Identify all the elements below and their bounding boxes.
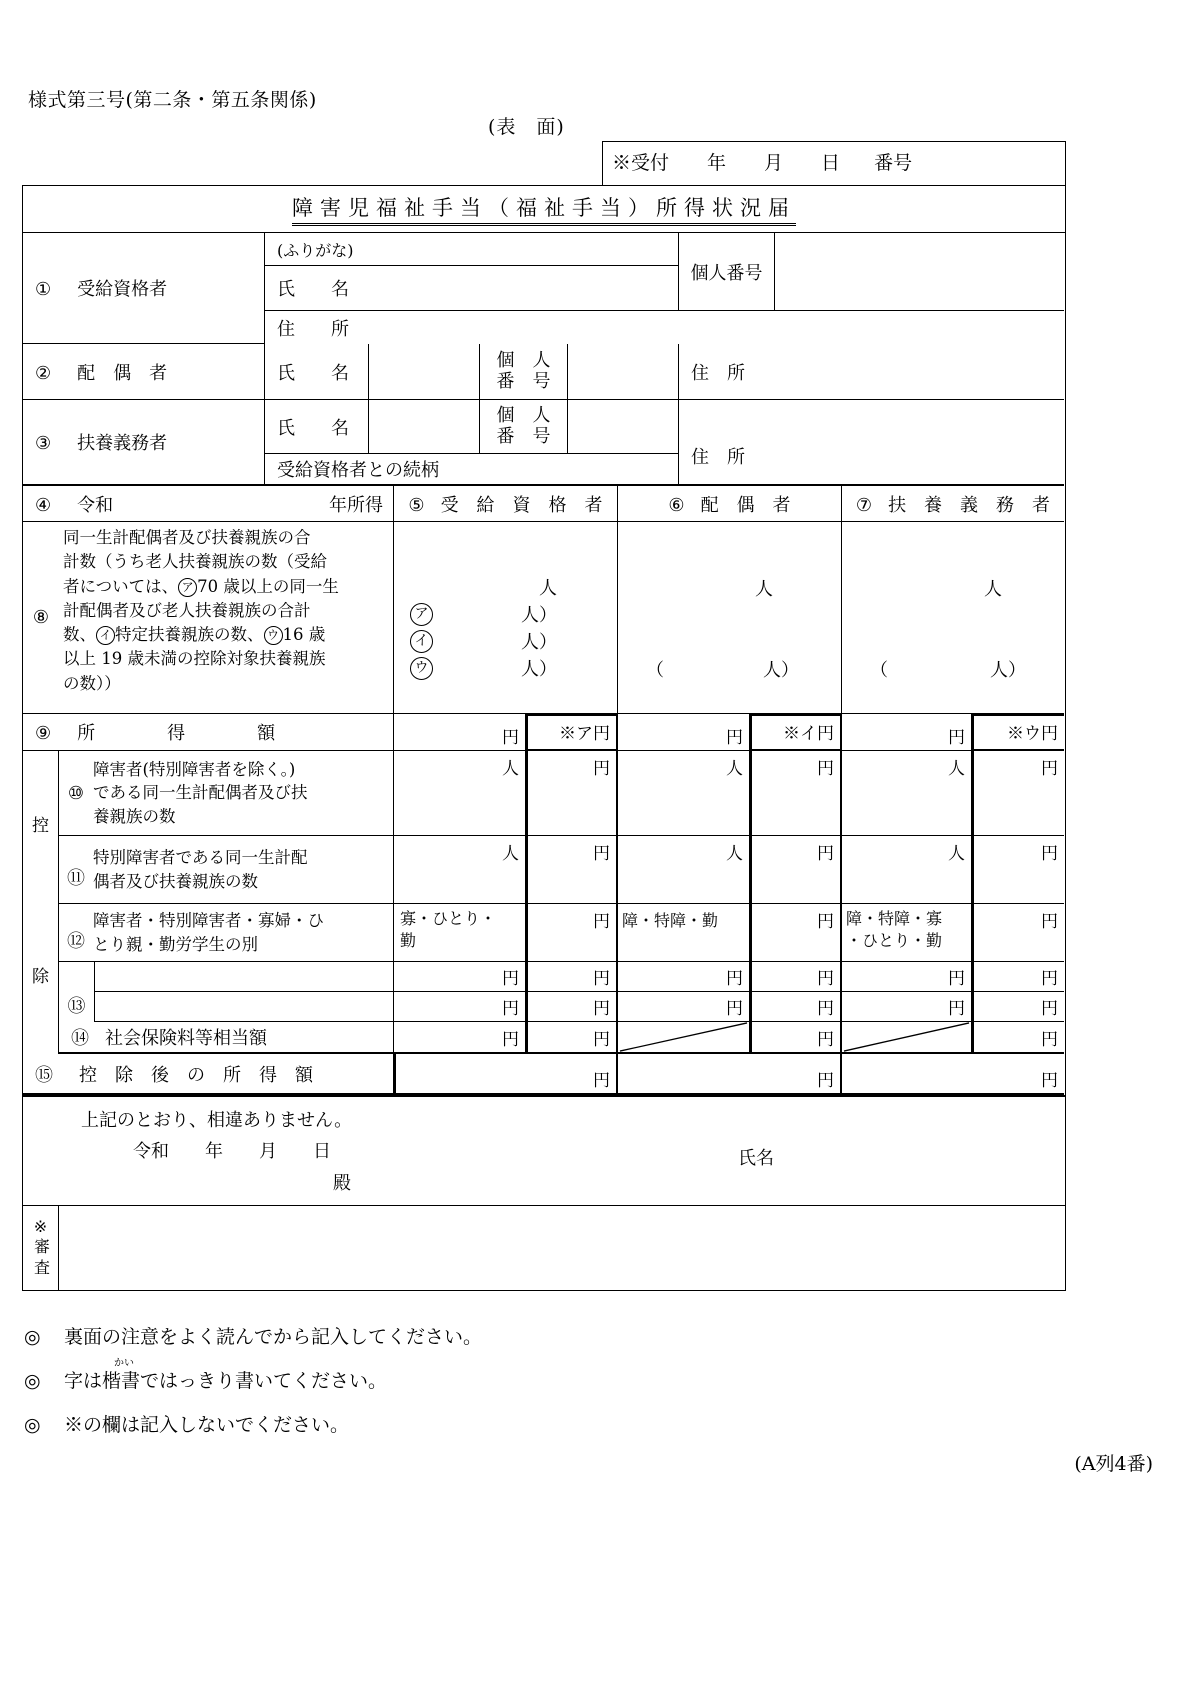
deduction-block xyxy=(23,751,1065,1054)
section1-mynumber-value-cell[interactable] xyxy=(775,233,1064,311)
row14 xyxy=(59,1022,1065,1054)
review-block xyxy=(23,1206,1065,1290)
row12-col5-l2: 勤 xyxy=(400,930,417,950)
row10-col6-amount[interactable] xyxy=(750,751,842,836)
row10-desc xyxy=(93,758,393,827)
note-item xyxy=(24,1322,482,1349)
page-title: 障害児福祉手当（福祉手当）所得状況届 xyxy=(292,192,796,226)
row12-col7-value[interactable] xyxy=(842,904,972,962)
section1-label: 受給資格者 xyxy=(77,279,168,300)
receipt-fields xyxy=(612,148,912,175)
yen-unit: 円 xyxy=(948,969,965,989)
section9-label: 所 得 額 xyxy=(77,723,276,744)
yen-unit: 円 xyxy=(1041,969,1058,989)
yen-unit: 円 xyxy=(502,999,519,1019)
row13b-col7-amount[interactable] xyxy=(972,992,1064,1022)
row11-l2: 偶者及び扶養親族の数 xyxy=(93,871,258,891)
section2-label: 配 偶 者 xyxy=(77,362,168,384)
col6-no: ⑥ xyxy=(668,494,685,516)
row11-desc xyxy=(93,846,393,892)
section9-col7-income[interactable] xyxy=(842,714,972,751)
section1-name-cell[interactable] xyxy=(265,266,679,311)
deduction-label-top: 控 xyxy=(32,815,49,836)
row12-col6-value[interactable] xyxy=(618,904,750,962)
note-text: 字は楷書ではっきり書いてください。 xyxy=(64,1370,388,1392)
row14-col5-left[interactable] xyxy=(394,1022,526,1054)
section15-col5-amount[interactable] xyxy=(394,1054,618,1095)
row11-col6-amount[interactable] xyxy=(750,836,842,904)
section1-name-label: 氏 名 xyxy=(277,279,349,300)
row10-col7-count[interactable] xyxy=(842,751,972,836)
section3-address-label: 住 所 xyxy=(691,447,745,468)
row12-col5-amount[interactable] xyxy=(526,904,618,962)
section9-col6-mark-i[interactable] xyxy=(750,714,842,751)
row11-l1: 特別障害者である同一生計配 xyxy=(93,848,308,868)
person-unit: 人 xyxy=(502,759,519,779)
section2-label-cell xyxy=(23,344,265,400)
person-unit: 人 xyxy=(726,759,743,779)
form-number: 様式第三号(第二条・第五条関係) xyxy=(28,89,317,111)
review-mark: ※ xyxy=(33,1217,48,1237)
s8-line2: 計数（うち老人扶養親族の数（受給 xyxy=(63,552,327,572)
row12-desc-cell xyxy=(59,904,394,962)
section3-relation-cell[interactable] xyxy=(265,454,679,486)
yen-unit: 円 xyxy=(1041,844,1058,864)
yen-unit: 円 xyxy=(817,999,834,1019)
section3-mynumber-label-2: 番 号 xyxy=(496,425,551,447)
yen-unit: 円 xyxy=(593,759,610,779)
yen-unit: 円 xyxy=(593,912,610,932)
row12-col5-value[interactable] xyxy=(394,904,526,962)
row12-l1: 障害者・特別障害者・寡婦・ひ xyxy=(93,911,324,931)
section3-mynumber-value-cell[interactable] xyxy=(568,400,679,454)
review-chars: 審査 xyxy=(31,1237,51,1280)
row13-no-cell xyxy=(59,962,95,1022)
row10-col7-amount[interactable] xyxy=(972,751,1064,836)
row13-no: ⑬ xyxy=(67,996,86,1017)
s8-col6-paren-close: 人） xyxy=(763,660,799,681)
row11-col7-count[interactable] xyxy=(842,836,972,904)
section3-label-cell xyxy=(23,400,265,486)
section8-no: ⑧ xyxy=(32,607,50,628)
s8-col5-mark-a: ア xyxy=(410,603,433,626)
declaration-block xyxy=(23,1095,1065,1206)
note-text: ※の欄は記入しないでください。 xyxy=(64,1414,350,1436)
mark-i-yen: ※イ円 xyxy=(783,724,834,744)
section9-row xyxy=(23,714,1065,751)
section9-col7-mark-u[interactable] xyxy=(972,714,1064,751)
s8-line3a: 者については、 xyxy=(63,576,179,596)
receipt-year: 年 xyxy=(707,152,727,174)
section3-relation-label: 受給資格者との続柄 xyxy=(277,460,439,481)
note-text: 裏面の注意をよく読んでから記入してください。 xyxy=(64,1326,483,1348)
section9-col5-income[interactable] xyxy=(394,714,526,751)
yen-unit: 円 xyxy=(1041,912,1058,932)
yen-unit: 円 xyxy=(817,844,834,864)
section15-col6-amount[interactable] xyxy=(618,1054,842,1095)
section3-name-value-cell[interactable] xyxy=(369,400,480,454)
yen-unit: 円 xyxy=(948,999,965,1019)
note-item xyxy=(24,1358,482,1393)
row10-desc-cell xyxy=(59,751,394,836)
section9-col6-income[interactable] xyxy=(618,714,750,751)
section1-furigana-cell[interactable] xyxy=(265,233,679,266)
s8-col6-paren-open: （ xyxy=(646,660,664,681)
row13a-desc-cell[interactable] xyxy=(95,962,394,992)
row13a-col5-amount[interactable] xyxy=(526,962,618,992)
section4-no: ④ xyxy=(35,494,52,516)
row10-col5-amount[interactable] xyxy=(526,751,618,836)
col5-no: ⑤ xyxy=(408,494,425,516)
row12-col7-amount[interactable] xyxy=(972,904,1064,962)
section1-no: ① xyxy=(35,279,52,300)
row10-l3: 養親族の数 xyxy=(93,806,176,826)
row12-l2: とり親・勤労学生の別 xyxy=(93,934,258,954)
receipt-day: 日 xyxy=(821,152,841,174)
yen-unit: 円 xyxy=(593,969,610,989)
row13b-col7-left[interactable] xyxy=(842,992,972,1022)
s8-col5-mark-i: イ xyxy=(410,630,433,653)
section15-row xyxy=(23,1054,1065,1095)
s8-col5-mark-u: ウ xyxy=(410,657,433,680)
section8-col7-cell[interactable] xyxy=(842,522,1064,714)
yen-unit: 円 xyxy=(817,1030,834,1050)
yen-unit: 円 xyxy=(817,912,834,932)
row14-col7-left-struck xyxy=(842,1022,972,1054)
section15-col7-amount[interactable] xyxy=(842,1054,1064,1095)
s8-line1: 同一生計配偶者及び扶養親族の合 xyxy=(63,528,311,547)
receipt-number: 番号 xyxy=(874,152,913,174)
col6-header xyxy=(618,486,842,522)
s8-line5b: 特定扶養親族の数、 xyxy=(115,625,264,644)
person-unit: 人 xyxy=(948,759,965,779)
section4-year-income: 年所得 xyxy=(329,494,383,516)
section9-label-cell xyxy=(23,714,394,751)
person-unit: 人 xyxy=(948,844,965,864)
mark-a-yen: ※ア円 xyxy=(559,724,610,744)
yen-unit: 円 xyxy=(817,1071,834,1091)
yen-unit: 円 xyxy=(502,1030,519,1050)
section15-no: ⑮ xyxy=(35,1064,53,1086)
row12-col7-l1: 障・特障・寡 xyxy=(846,909,943,928)
section2-name-value-cell[interactable] xyxy=(369,344,480,400)
section3-label: 扶養義務者 xyxy=(77,433,168,454)
row13-line1 xyxy=(95,962,1065,992)
row12-no: ⑫ xyxy=(67,930,85,952)
col5-header xyxy=(394,486,618,522)
yen-unit: 円 xyxy=(1041,999,1058,1019)
deduction-label-cell xyxy=(23,751,59,1054)
review-body[interactable] xyxy=(59,1206,1065,1290)
section1-row xyxy=(23,233,1065,344)
section3-mynumber-label-1: 個 人 xyxy=(496,404,551,426)
strikethrough-diagonal-icon xyxy=(842,1022,971,1052)
row14-col6-amount[interactable] xyxy=(750,1022,842,1054)
section8-col6-cell[interactable] xyxy=(618,522,842,714)
row14-col5-amount[interactable] xyxy=(526,1022,618,1054)
section3-address-cell[interactable] xyxy=(679,400,1064,486)
row10 xyxy=(59,751,1065,836)
row10-col5-count[interactable] xyxy=(394,751,526,836)
yen-unit: 円 xyxy=(502,969,519,989)
furigana-label: (ふりがな) xyxy=(277,240,354,260)
yen-unit: 円 xyxy=(1041,1030,1058,1050)
s8-line3b: 70 歳以上の同一生 xyxy=(197,576,339,596)
section2-name-label-cell xyxy=(265,344,369,400)
yen-unit: 円 xyxy=(726,969,743,989)
form-title-row xyxy=(23,186,1065,233)
mark-a-icon: ア xyxy=(178,578,197,597)
section4-label-cell xyxy=(23,486,394,522)
yen-unit: 円 xyxy=(948,728,965,748)
section3-row xyxy=(23,400,1065,486)
row13b-col6-left[interactable] xyxy=(618,992,750,1022)
section2-mynumber-value-cell[interactable] xyxy=(568,344,679,400)
section2-name-label: 氏 名 xyxy=(277,362,349,384)
section1-mynumber-label-cell xyxy=(679,233,775,311)
row13a-col7-amount[interactable] xyxy=(972,962,1064,992)
section3-mynumber-label-cell xyxy=(480,400,568,454)
yen-unit: 円 xyxy=(817,759,834,779)
s8-col5-unit-u: 人） xyxy=(521,659,557,680)
review-label-cell xyxy=(23,1206,59,1290)
row13 xyxy=(59,962,1065,1022)
declaration-dono: 殿 xyxy=(333,1173,351,1194)
row14-label: 社会保険料等相当額 xyxy=(105,1028,267,1049)
section1-address-cell[interactable] xyxy=(265,311,1064,344)
yen-unit: 円 xyxy=(817,969,834,989)
row13a-col6-left[interactable] xyxy=(618,962,750,992)
mark-u-yen: ※ウ円 xyxy=(1007,724,1058,744)
section2-mynumber-label-2: 番 号 xyxy=(496,370,551,392)
col6-label: 配 偶 者 xyxy=(700,494,791,516)
row12-desc xyxy=(93,909,393,955)
row11 xyxy=(59,836,1065,904)
row13b-col5-left[interactable] xyxy=(394,992,526,1022)
section8-col5-cell[interactable] xyxy=(394,522,618,714)
section4-header-row xyxy=(23,486,1065,522)
yen-unit: 円 xyxy=(726,999,743,1019)
s8-line5c: 16 歳 xyxy=(282,625,326,644)
row11-col5-count[interactable] xyxy=(394,836,526,904)
s8-col5-unit-i: 人） xyxy=(521,632,557,653)
note-ruby: かい xyxy=(114,1358,134,1369)
s8-col7-paren-close: 人） xyxy=(990,660,1026,681)
row11-col6-count[interactable] xyxy=(618,836,750,904)
section15-label-cell xyxy=(23,1054,394,1095)
s8-col6-unit-total: 人 xyxy=(755,579,773,600)
row14-col7-amount[interactable] xyxy=(972,1022,1064,1054)
main-form-table xyxy=(22,185,1066,1291)
section2-no: ② xyxy=(35,362,52,384)
row12-col7-text xyxy=(846,908,942,951)
bullet-icon: ◎ xyxy=(24,1326,41,1348)
row13b-col6-amount[interactable] xyxy=(750,992,842,1022)
receipt-month: 月 xyxy=(764,152,784,174)
s8-col5-unit-total: 人 xyxy=(539,578,557,599)
person-unit: 人 xyxy=(502,844,519,864)
yen-unit: 円 xyxy=(593,1071,610,1091)
section9-col5-mark-a[interactable] xyxy=(526,714,618,751)
s8-line5a: 数、 xyxy=(63,625,96,644)
bullet-icon: ◎ xyxy=(24,1370,41,1392)
mark-u-icon: ウ xyxy=(264,626,283,645)
col7-header xyxy=(842,486,1064,522)
bullet-icon: ◎ xyxy=(24,1414,41,1436)
section1-mynumber-label: 個人番号 xyxy=(690,262,763,284)
section2-mynumber-label-1: 個 人 xyxy=(496,349,551,371)
row11-desc-cell xyxy=(59,836,394,904)
section3-no: ③ xyxy=(35,433,52,454)
section9-no: ⑨ xyxy=(35,723,52,744)
row12-col7-l2: ・ひとり・勤 xyxy=(846,930,943,950)
notes-list xyxy=(24,1322,482,1454)
side-label: (表 面) xyxy=(488,116,565,138)
row11-col7-amount[interactable] xyxy=(972,836,1064,904)
yen-unit: 円 xyxy=(593,999,610,1019)
row13a-col5-left[interactable] xyxy=(394,962,526,992)
yen-unit: 円 xyxy=(502,728,519,748)
section3-name-label: 氏 名 xyxy=(277,417,349,439)
s8-col7-unit-total: 人 xyxy=(984,579,1002,600)
declaration-line1: 上記のとおり、相違ありません。 xyxy=(81,1110,353,1131)
s8-line4: 計配偶者及び老人扶養親族の合計 xyxy=(63,600,311,620)
s8-line6: 以上 19 歳未満の控除対象扶養親族 xyxy=(63,649,326,669)
row10-col6-count[interactable] xyxy=(618,751,750,836)
row11-no: ⑪ xyxy=(67,867,85,889)
note-item xyxy=(24,1410,482,1437)
section3-name-label-cell xyxy=(265,400,369,454)
section2-mynumber-label-cell xyxy=(480,344,568,400)
row13a-col7-left[interactable] xyxy=(842,962,972,992)
row12-col6-amount[interactable] xyxy=(750,904,842,962)
section2-row xyxy=(23,344,1065,400)
yen-unit: 円 xyxy=(726,728,743,748)
s8-line7: の数）） xyxy=(63,673,121,693)
section1-label-cell xyxy=(23,233,265,344)
declaration-date-line[interactable]: 令和 年 月 日 xyxy=(133,1141,331,1162)
yen-unit: 円 xyxy=(1041,759,1058,779)
row11-col5-amount[interactable] xyxy=(526,836,618,904)
yen-unit: 円 xyxy=(1041,1071,1058,1091)
row13b-desc-cell[interactable] xyxy=(95,992,394,1022)
yen-unit: 円 xyxy=(593,1030,610,1050)
paper-size-label: (A列4番) xyxy=(1074,1453,1153,1475)
row13b-col5-amount[interactable] xyxy=(526,992,618,1022)
row14-col6-left-struck xyxy=(618,1022,750,1054)
row10-l2: である同一生計配偶者及び扶 xyxy=(93,783,308,803)
row12-col5-text xyxy=(400,908,496,951)
section2-address-label: 住 所 xyxy=(691,362,745,384)
row12 xyxy=(59,904,1065,962)
section15-label: 控 除 後 の 所 得 額 xyxy=(79,1064,313,1086)
section8-row xyxy=(23,522,1065,714)
deduction-label-bottom: 除 xyxy=(32,967,49,988)
row12-col6-text: 障・特障・勤 xyxy=(622,911,719,930)
s8-col5-unit-a: 人） xyxy=(521,605,557,626)
section8-description xyxy=(59,522,393,713)
row13a-col6-amount[interactable] xyxy=(750,962,842,992)
s8-col7-paren-open: （ xyxy=(870,660,888,681)
mark-i-icon: イ xyxy=(96,626,115,645)
receipt-mark: ※受付 xyxy=(612,152,670,174)
section4-era: 令和 xyxy=(77,494,114,516)
row14-no: ⑭ xyxy=(71,1028,89,1049)
row10-l1: 障害者(特別障害者を除く。) xyxy=(93,760,296,780)
row12-col5-l1: 寡・ひとり・ xyxy=(400,909,497,928)
row10-no: ⑩ xyxy=(67,782,85,804)
row13-line2 xyxy=(95,992,1065,1022)
col7-label: 扶 養 義 務 者 xyxy=(888,494,1051,516)
row14-label-cell xyxy=(59,1022,394,1054)
section1-address-label: 住 所 xyxy=(277,318,349,340)
col5-label: 受 給 資 格 者 xyxy=(440,494,603,516)
col7-no: ⑦ xyxy=(855,494,873,516)
section8-desc-cell xyxy=(23,522,394,714)
person-unit: 人 xyxy=(726,844,743,864)
yen-unit: 円 xyxy=(593,844,610,864)
section2-address-cell[interactable] xyxy=(679,344,1064,400)
strikethrough-diagonal-icon xyxy=(618,1022,749,1052)
declaration-name-label[interactable]: 氏名 xyxy=(738,1148,774,1169)
